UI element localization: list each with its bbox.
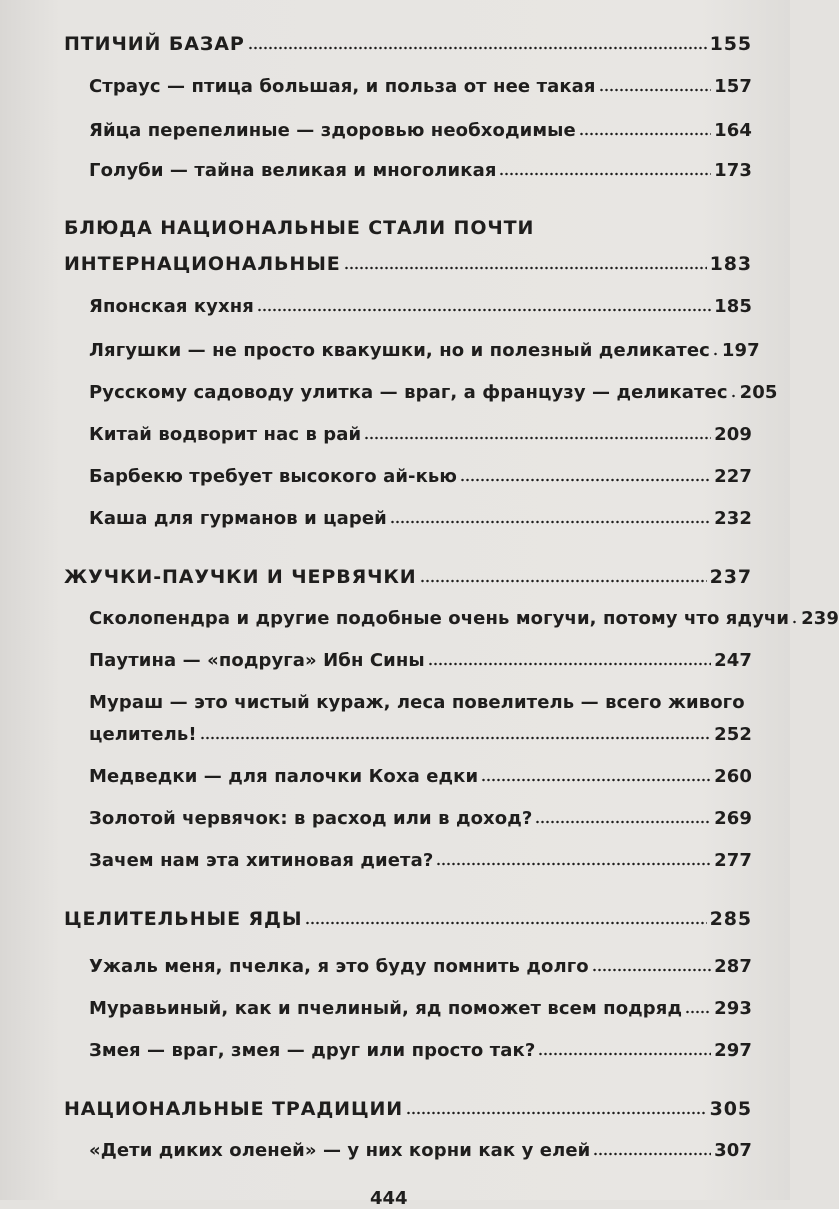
- dot-leader: [685, 1010, 711, 1014]
- item-title: Китай водворит нас в рай: [89, 424, 362, 445]
- page-number: 205: [739, 382, 778, 403]
- item-title: Золотой червячок: в расход или в доход?: [89, 808, 533, 829]
- section-title: ЦЕЛИТЕЛЬНЫЕ ЯДЫ: [64, 908, 303, 930]
- page-number: 252: [714, 724, 752, 745]
- item-title: Страус — птица большая, и польза от нее такая: [89, 76, 596, 97]
- dot-leader: [592, 968, 711, 972]
- dot-leader: [305, 921, 706, 925]
- dot-leader: [257, 308, 711, 312]
- dot-leader: [593, 1152, 711, 1156]
- item-title: Медведки — для палочки Коха едки: [89, 766, 479, 787]
- item-title: «Дети диких оленей» — у них корни как у елей: [89, 1140, 591, 1161]
- section-title: ПТИЧИЙ БАЗАР: [64, 33, 245, 55]
- item-title: Зачем нам эта хитиновая диета?: [89, 850, 434, 871]
- page-number: 227: [714, 466, 752, 487]
- page-number: 285: [709, 908, 752, 930]
- page-number: 237: [709, 566, 752, 588]
- dot-leader: [420, 579, 707, 583]
- item-title: Русскому садоводу улитка — враг, а французу — деликатес: [89, 382, 728, 403]
- page-number: 269: [714, 808, 752, 829]
- page-number: 307: [714, 1140, 752, 1161]
- item-title: Паутина — «подруга» Ибн Сины: [89, 650, 425, 671]
- page-number: 297: [714, 1040, 752, 1061]
- section-title: НАЦИОНАЛЬНЫЕ ТРАДИЦИИ: [64, 1098, 404, 1120]
- item-title: Барбекю требует высокого ай-кью: [89, 466, 457, 487]
- dot-leader: [200, 736, 711, 740]
- page-number: 232: [714, 508, 752, 529]
- item-title: Муравьиный, как и пчелиный, яд поможет всем подряд: [89, 998, 683, 1019]
- item-title: Сколопендра и другие подобные очень могучи, потому что ядучи: [89, 608, 790, 629]
- dot-leader: [538, 1052, 711, 1056]
- item-title: целитель!: [89, 724, 197, 745]
- dot-leader: [428, 662, 711, 666]
- dot-leader: [499, 172, 711, 176]
- page-number: 239: [801, 608, 839, 629]
- page-number: 293: [714, 998, 752, 1019]
- page-number: 287: [714, 956, 752, 977]
- page-number: 157: [714, 76, 752, 97]
- page-number: 305: [709, 1098, 752, 1120]
- dot-leader: [481, 778, 711, 782]
- dot-leader: [535, 820, 711, 824]
- folio-page-number: 444: [370, 1188, 408, 1209]
- dot-leader: [460, 478, 711, 482]
- dot-leader: [344, 266, 707, 270]
- page-number: 183: [709, 253, 752, 275]
- page-number: 209: [714, 424, 752, 445]
- item-title: Змея — враг, змея — друг или просто так?: [89, 1040, 536, 1061]
- page-number: 185: [714, 296, 752, 317]
- dot-leader: [390, 520, 711, 524]
- item-title: Каша для гурманов и царей: [89, 508, 387, 529]
- dot-leader: [599, 88, 712, 92]
- dot-leader: [406, 1111, 707, 1115]
- dot-leader: [364, 436, 711, 440]
- page-number: 164: [714, 120, 752, 141]
- dot-leader: [579, 132, 711, 136]
- item-title: Ужаль меня, пчелка, я это буду помнить долго: [89, 956, 589, 977]
- dot-leader: [248, 46, 707, 50]
- dot-leader: [792, 620, 798, 624]
- page-number: 173: [714, 160, 752, 181]
- section-title-line1: БЛЮДА НАЦИОНАЛЬНЫЕ СТАЛИ ПОЧТИ: [64, 217, 535, 239]
- item-title: Яйца перепелиные — здоровью необходимые: [89, 120, 576, 141]
- page-number: 260: [714, 766, 752, 787]
- item-title: Голуби — тайна великая и многоликая: [89, 160, 497, 181]
- section-title: ЖУЧКИ-ПАУЧКИ И ЧЕРВЯЧКИ: [64, 566, 417, 588]
- section-title: ИНТЕРНАЦИОНАЛЬНЫЕ: [64, 253, 341, 275]
- page-number: 277: [714, 850, 752, 871]
- item-title: Японская кухня: [89, 296, 254, 317]
- page-number: 197: [721, 340, 760, 361]
- dot-leader: [713, 352, 719, 356]
- dot-leader: [731, 394, 737, 398]
- page-number: 155: [709, 33, 752, 55]
- item-title-line1: Мураш — это чистый кураж, леса повелитель — всего живого: [89, 692, 745, 713]
- page-number: 247: [714, 650, 752, 671]
- item-title: Лягушки — не просто квакушки, но и полезный деликатес: [89, 340, 710, 361]
- dot-leader: [436, 862, 711, 866]
